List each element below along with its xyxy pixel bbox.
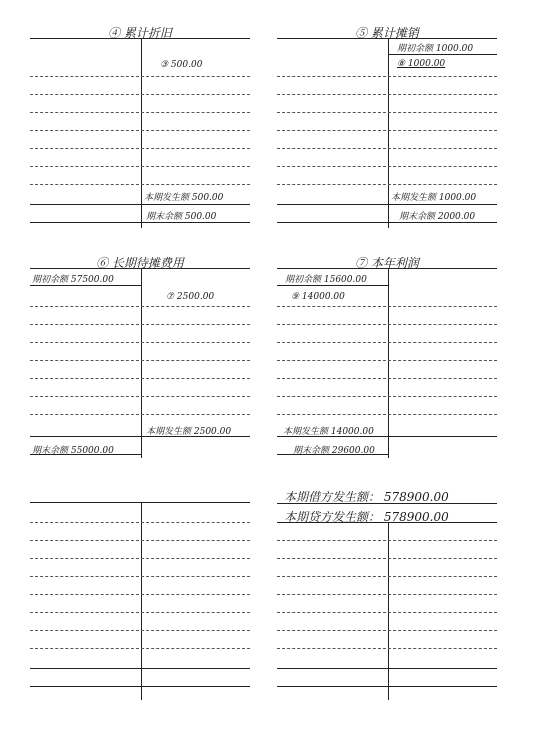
- t-account-summary: [277, 488, 497, 702]
- account-center-line: [141, 38, 142, 228]
- opening-balance: 期初余额 57500.00: [32, 275, 114, 285]
- opening-balance: 期初余额 1000.00: [397, 44, 474, 54]
- account-center-line: [388, 38, 389, 228]
- account-center-line: [141, 502, 142, 700]
- closing-balance: 期末余额 2000.00: [399, 212, 476, 222]
- account-top-line: [30, 502, 250, 503]
- closing-balance: 期末余额 29600.00: [293, 446, 375, 456]
- t-account-blank: [30, 488, 250, 702]
- credit-entry: ⑧ 1000.00: [397, 59, 446, 69]
- debit-entry: ⑨ 14000.00: [291, 292, 345, 302]
- period-amount: 本期发生额 500.00: [144, 193, 224, 203]
- account-title: ⑦ 本年利润: [355, 256, 419, 270]
- period-amount: 本期发生额 2500.00: [146, 427, 232, 437]
- credit-entry: ③ 500.00: [160, 60, 203, 70]
- account-title: ⑤ 累计摊销: [355, 26, 419, 40]
- debit-total: 本期借方发生额： 578900.00: [284, 490, 449, 504]
- t-account-accumulated-amortization: [277, 24, 497, 230]
- account-title: ⑥ 长期待摊费用: [96, 256, 184, 270]
- account-top-line: [277, 268, 497, 269]
- opening-balance: 期初余额 15600.00: [285, 275, 367, 285]
- closing-balance: 期末余额 500.00: [146, 212, 217, 222]
- account-title: ④ 累计折旧: [108, 26, 172, 40]
- credit-total: 本期贷方发生额： 578900.00: [284, 510, 449, 524]
- account-top-line: [30, 268, 250, 269]
- credit-entry: ⑦ 2500.00: [166, 292, 215, 302]
- account-center-line: [141, 268, 142, 458]
- closing-balance: 期末余额 55000.00: [32, 446, 114, 456]
- t-account-accumulated-depreciation: [30, 24, 250, 230]
- account-top-line: [277, 38, 497, 39]
- period-amount: 本期发生额 1000.00: [391, 193, 477, 203]
- account-top-line: [277, 503, 497, 504]
- t-account-current-year-profit: [277, 254, 497, 460]
- account-center-line: [388, 268, 389, 458]
- period-amount: 本期发生额 14000.00: [283, 427, 374, 437]
- t-account-long-term-prepaid-expenses: [30, 254, 250, 460]
- account-center-line: [388, 522, 389, 700]
- account-top-line: [30, 38, 250, 39]
